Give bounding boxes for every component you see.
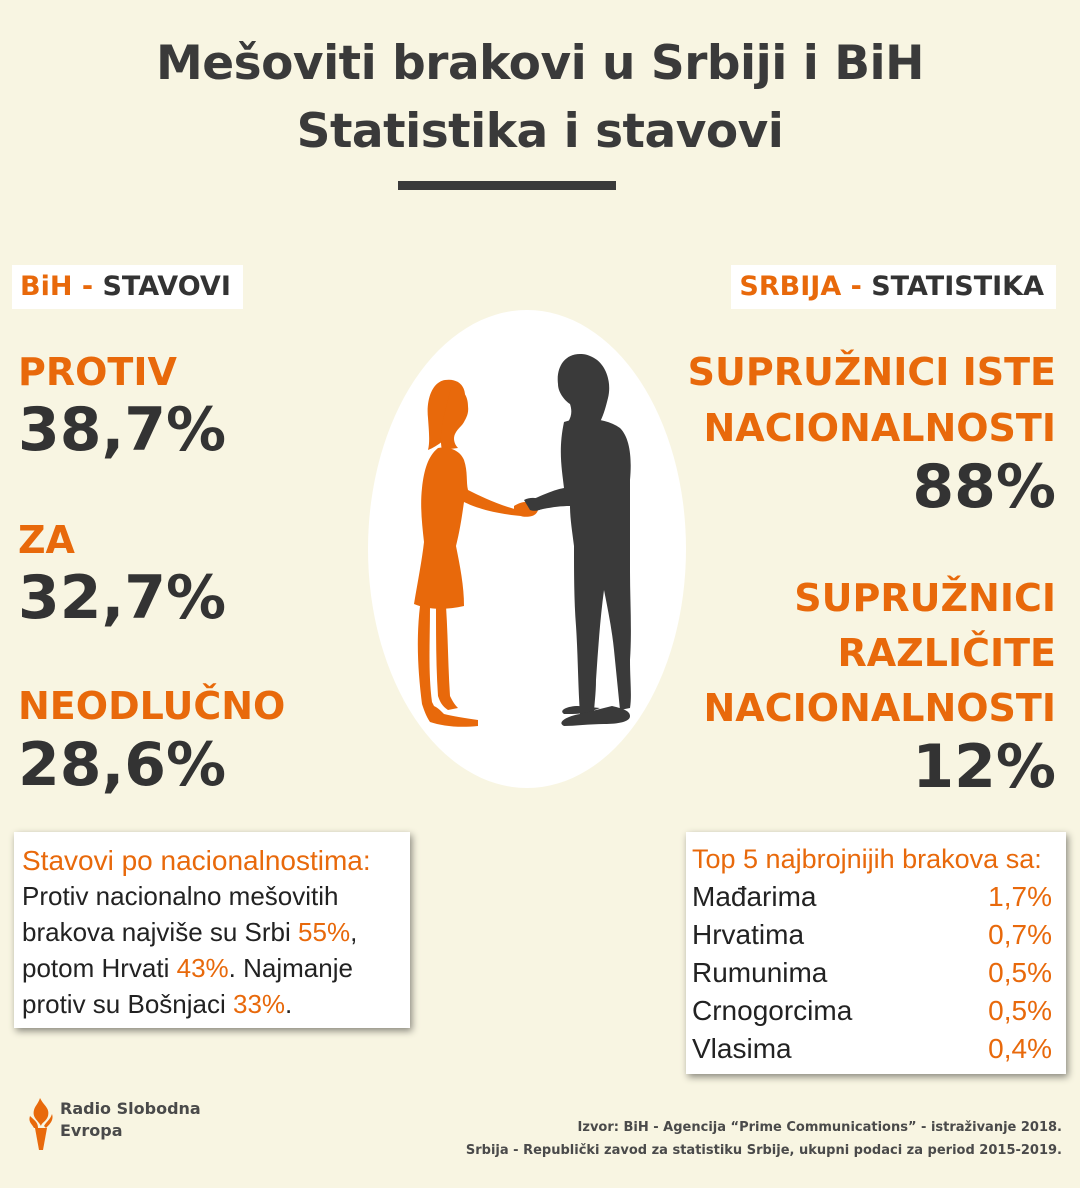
source-note [466, 1116, 1062, 1162]
tag-topic: STAVOVI [102, 271, 231, 302]
nationality-name: Mađarima [692, 881, 817, 912]
rse-logo [26, 1096, 226, 1152]
tag-country: BiH [20, 271, 73, 302]
list-item [692, 992, 1052, 1030]
box-text-4: . [285, 989, 293, 1019]
box-text-1: Protiv nacionalno mešovitih brakova najviše su Srbi [22, 881, 339, 947]
pct-srbi: 55% [298, 917, 351, 947]
source-line-2: Srbija - Republički zavod za statistiku Srbije, ukupni podaci za period 2015-2019. [465, 1143, 1062, 1158]
stat-label-protiv: PROTIV [18, 350, 177, 394]
nationality-name: Rumunima [692, 957, 828, 988]
box-heading: Stavovi po nacionalnostima: [22, 845, 371, 876]
stat-value-protiv: 38,7% [18, 395, 227, 465]
stat-label-iste-1: SUPRUŽNICI ISTE [687, 350, 1056, 394]
stat-label-razlicite-2: RAZLIČITE [837, 631, 1056, 675]
stat-value-iste: 88% [912, 452, 1056, 522]
title-underline [398, 181, 616, 190]
box-text-3: . Najmanje protiv su Bošnjaci [22, 953, 353, 1019]
source-line-1: Izvor: BiH - Agencija “Prime Communications” - istraživanje 2018. [577, 1120, 1062, 1135]
title-line-1: Mešoviti brakovi u Srbiji i BiH [156, 36, 924, 91]
box-body [22, 878, 402, 1022]
nationality-name: Vlasima [692, 1033, 792, 1064]
nationality-attitudes-box [14, 832, 410, 1028]
stat-label-razlicite-3: NACIONALNOSTI [703, 686, 1056, 730]
box-text-2: , potom Hrvati [22, 917, 358, 983]
pct-bosnjaci: 33% [232, 989, 286, 1019]
bih-stavovi-tag [12, 265, 243, 309]
nationality-value: 0,4% [988, 1033, 1052, 1064]
nationality-name: Hrvatima [692, 919, 805, 950]
logo-text [60, 1098, 201, 1142]
title-line-2: Statistika i stavovi [296, 104, 784, 159]
nationality-value: 1,7% [988, 881, 1052, 912]
stat-value-neodlucno: 28,6% [18, 730, 227, 800]
tag-topic: STATISTIKA [871, 271, 1044, 302]
list-item [692, 954, 1052, 992]
top5-marriages-box [686, 832, 1066, 1074]
stat-label-za: ZA [18, 518, 75, 562]
nationality-value: 0,5% [988, 957, 1052, 988]
stat-label-razlicite-1: SUPRUŽNICI [794, 576, 1056, 620]
list-item [692, 1030, 1052, 1068]
logo-line-1: Radio Slobodna [60, 1099, 201, 1118]
torch-icon [26, 1096, 56, 1152]
list-item [692, 878, 1052, 916]
list-item [692, 916, 1052, 954]
box-heading: Top 5 najbrojnijih brakova sa: [692, 844, 1042, 874]
tag-country: SRBIJA [739, 271, 842, 302]
tag-separator: - [841, 271, 872, 302]
nationality-name: Crnogorcima [692, 995, 853, 1026]
tag-separator: - [72, 271, 103, 302]
stat-label-neodlucno: NEODLUČNO [18, 684, 286, 728]
nationality-value: 0,7% [988, 919, 1052, 950]
logo-line-2: Evropa [60, 1121, 123, 1140]
stat-value-razlicite: 12% [912, 732, 1056, 802]
stat-value-za: 32,7% [18, 563, 227, 633]
pct-hrvati: 43% [176, 953, 229, 983]
stat-label-iste-2: NACIONALNOSTI [703, 406, 1056, 450]
page-title [0, 30, 1080, 166]
couple-holding-hands-icon [368, 310, 686, 788]
nationality-value: 0,5% [988, 995, 1052, 1026]
srbija-statistika-tag [731, 265, 1056, 309]
